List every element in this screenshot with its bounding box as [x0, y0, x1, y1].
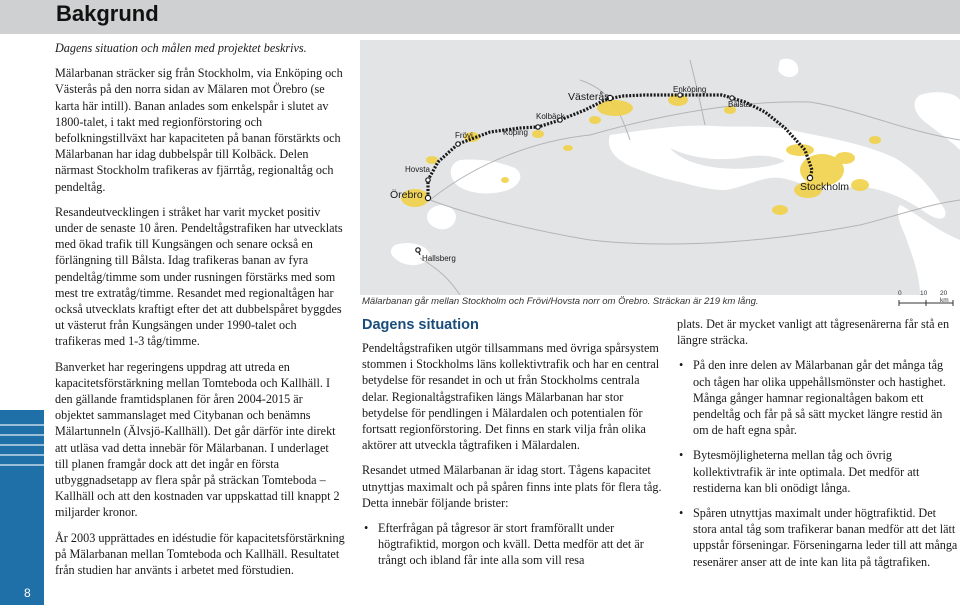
map-label-enkoping: Enköping: [673, 85, 707, 94]
paragraph: Banverket har regeringens uppdrag att utreda en kapacitetsförstärkning mellan Tomteboda och Kallhäll. I den gällande framtidsplanen för åren 2004-2015 är objektet sammanslaget med Citybanan och benämns Mälartunneln (Älvsjö-Kallhäll). Det går därför inte direkt att utläsa vad detta innebär för Mälarbanan. I underlaget till planen framgår dock att det ingår en första utbyggnadsetapp av flera spår på sträckan Tomteboda – Kallhäll och att den kostnaden var uppskattad till knappt 2 miljarder kronor.: [55, 359, 340, 520]
bullet-item: • Bytesmöjligheterna mellan tåg och övrig kollektivtrafik är inte optimala. Det medför att restiderna kan bli onödigt långa.: [677, 447, 959, 496]
map-label-frovi: Frövi: [455, 131, 473, 140]
page-side-bar: [0, 410, 44, 605]
page-number: 8: [24, 586, 31, 600]
map-label-hovsta: Hovsta: [405, 165, 430, 174]
map-caption: Mälarbanan går mellan Stockholm och Frövi/Hovsta norr om Örebro. Sträckan är 219 km lång.: [362, 296, 759, 307]
map-label-orebro: Örebro: [390, 189, 423, 201]
map-label-balsta: Bålsta: [728, 100, 751, 109]
bullet-list: [677, 357, 959, 569]
scale-label-10: 10: [920, 290, 928, 297]
scale-label-20: 20 km: [940, 290, 949, 304]
map-label-kolback: Kolbäck: [536, 112, 565, 121]
bullet-list: [362, 520, 662, 569]
right-column: [677, 316, 959, 579]
scale-label-0: 0: [898, 290, 902, 297]
railway-map: [360, 40, 960, 295]
paragraph: Mälarbanan sträcker sig från Stockholm, via Enköping och Västerås på den norra sidan av Mälaren mot Örebro (se karta här intill). Banan anlades som enkelspår i slutet av 1800-talet, i takt med regionförstoring och befolkningstillväxt har kapaciteten på banan förstärkts och Mälarbanan har idag dubbelspår till Kolbäck. Delen närmast Stockholm trafikeras av fjärrtåg, regionaltåg och pendeltåg.: [55, 66, 343, 194]
bullet-item: • Spåren utnyttjas maximalt under högtrafiktid. Det stora antal tåg som trafikerar banan medför att det lätt uppstår förseningar. Förseningarna leder till att många resenärer anser att de inte kan lita på tågtrafiken.: [677, 505, 959, 570]
middle-column: [362, 316, 662, 578]
paragraph: Pendeltågstrafiken utgör tillsammans med övriga spårsystem stommen i Stockholms läns kollektivtrafik och har en central betydelse för resandet in och ut från Stockholms centrala delar. Regionaltågstrafiken längs Mälarbanan har stor betydelse för pendlingen i Mälardalen och potentialen för fortsatt regionförstoring. Det finns en stark vilja från olika aktörer att utveckla tågtrafiken i Mälardalen.: [362, 341, 660, 453]
intro-text: Dagens situation och målen med projektet beskrivs.: [55, 41, 307, 55]
bullet-item: • På den inre delen av Mälarbanan går det många tåg och tågen har olika uppehållsmönster och hastighet. Många gånger hamnar regionaltågen bakom ett pendeltåg och får på så sätt mycket längre restid än om de haft egna spår.: [677, 357, 959, 438]
section-title: Dagens situation: [362, 317, 479, 333]
map-scale-bar: [895, 290, 957, 310]
page-header: [0, 0, 960, 34]
map-label-stockholm: Stockholm: [800, 181, 850, 193]
paragraph: plats. Det är mycket vanligt att tågresenärerna får stå en längre sträcka.: [677, 317, 950, 348]
map-label-koping: Köping: [503, 128, 528, 137]
map-label-hallsberg: Hallsberg: [422, 254, 456, 263]
bullet-item: • Efterfrågan på tågresor är stort framförallt under högtrafiktid, morgon och kväll. Detta medför att det är trångt och ibland får inte alla som vill resa: [362, 520, 662, 569]
paragraph: År 2003 upprättades en idéstudie för kapacitetsförstärkning på Mälarbanan mellan Tomteboda och Kallhäll. Resultatet från studien har använts i arbetet med förstudien.: [55, 530, 345, 578]
left-column: [55, 40, 345, 587]
map-label-vasteras: Västerås: [568, 91, 610, 103]
scale-bar-graphic: [895, 298, 957, 310]
paragraph: Resandeutvecklingen i stråket har varit mycket positiv under de senaste 10 åren. Pendeltågstrafiken har utvecklats med ökad trafik till Kungsängen och senare också en förlängning till Bålsta. Idag trafikeras banan av fyra pendeltåg/timme som under rusningen förstärks med som mest tre extratåg/timme. Resandet med regionaltågen har också utvecklats kraftigt efter det att dubbelspåret byggdes ut västerut från Kungsängen under 1990-talet och trafikeras med 1-3 tåg/timme.: [55, 204, 343, 349]
paragraph: Resandet utmed Mälarbanan är idag stort. Tågens kapacitet utnyttjas maximalt och på spåren finns inte plats för flera tåg. Detta innebär följande brister:: [362, 463, 662, 510]
page-title: Bakgrund: [56, 1, 159, 26]
